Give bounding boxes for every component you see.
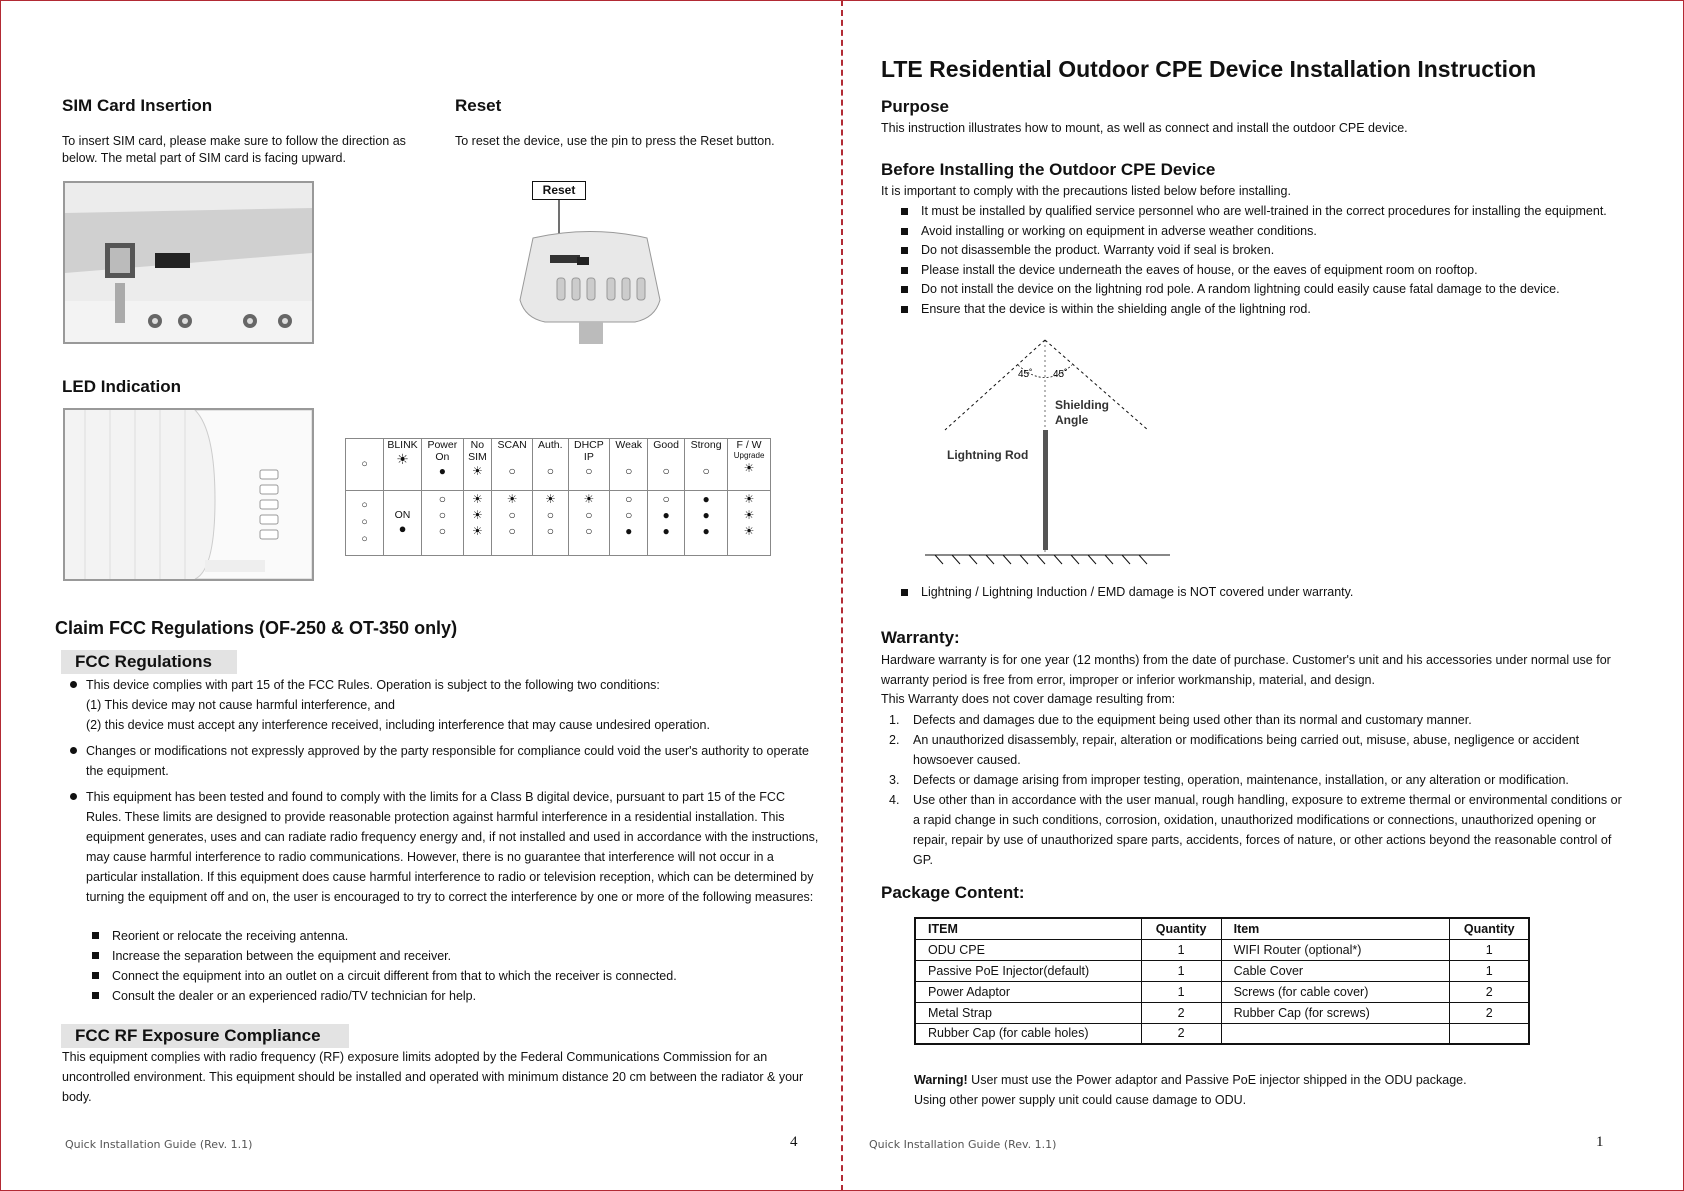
- list-item: Increase the separation between the equipment and receiver.: [62, 946, 822, 966]
- blink-label: BLINK: [387, 439, 418, 451]
- power-led-icon: ○: [361, 458, 368, 471]
- power-symbol-icon: ○: [361, 533, 368, 546]
- warning-label: Warning!: [914, 1073, 968, 1087]
- claim-fcc-title: Claim FCC Regulations (OF-250 & OT-350 only): [55, 618, 458, 638]
- led-header: Weak ○: [610, 439, 648, 491]
- reset-callout: Reset: [532, 181, 586, 200]
- list-item: Reorient or relocate the receiving antenna.: [62, 926, 822, 946]
- led-icons-column: [346, 490, 384, 555]
- fcc-rf-text: This equipment complies with radio frequency (RF) exposure limits adopted by the Federal Communications Commission for an uncontrolled environment. This equipment should be installed and operated with minimum distance 20 cm between the radiator & your body.: [62, 1050, 804, 1104]
- list-item: This equipment has been tested and found to comply with the limits for a Class B digital device, pursuant to part 15 of the FCC Rules. These limits are designed to provide reasonable protection against harmful interference in a residential installation. This equipment generates, uses and can radiate radio frequency energy and, if not installed and used in accordance with the instructions, may cause harmful interference to radio communications. However, there is no guarantee that interference will not occur in a particular installation. If this equipment does cause harmful interference to radio or television reception, which can be determined by turning the equipment off and on, the user is encouraged to try to correct the interference by one or more of the following measures:: [62, 787, 822, 907]
- left-footer: Quick Installation Guide (Rev. 1.1): [65, 1138, 253, 1151]
- list-item: Do not install the device on the lightning rod pole. A random lightning could easily cause fatal damage to the device.: [881, 280, 1661, 300]
- led-header: Auth. ○: [533, 439, 568, 491]
- led-header: SCAN ○: [492, 439, 533, 491]
- list-item: Connect the equipment into an outlet on a circuit different from that to which the receiver is connected.: [62, 966, 822, 986]
- list-item: Lightning / Lightning Induction / EMD damage is NOT covered under warranty.: [881, 583, 1661, 603]
- lightning-note-list: [881, 583, 1661, 603]
- table-row: Rubber Cap (for cable holes) 2: [915, 1023, 1529, 1044]
- list-item: 2. An unauthorized disassembly, repair, alteration or modifications being carried out, misuse, abuse, negligence or accident howsoever caused.: [889, 733, 1580, 767]
- warranty-text: Hardware warranty is for one year (12 months) from the date of purchase. Customer's unit and his accessories under normal use for warranty period is free from error, improper or inferior workmanship, material, and design.: [881, 653, 1611, 687]
- list-item: This device complies with part 15 of the FCC Rules. Operation is subject to the following two conditions: (1) This device may not cause harmful interference, and (2) this device must accept any interference received, including interference that may cause undesired operation.: [62, 675, 822, 735]
- list-item: Avoid installing or working on equipment in adverse weather conditions.: [881, 222, 1661, 242]
- list-item: Consult the dealer or an experienced radio/TV technician for help.: [62, 986, 822, 1006]
- right-page-number: 1: [1596, 1134, 1604, 1150]
- list-item: 3. Defects or damage arising from improper testing, operation, maintenance, installation, or any alteration or modification.: [889, 773, 1569, 787]
- warranty-exclusions-intro: This Warranty does not cover damage resulting from:: [881, 692, 1176, 706]
- lightning-rod-diagram: [920, 335, 1180, 570]
- angle-left-label: 45˚: [1018, 369, 1033, 380]
- led-header: F / W Upgrade ☀: [728, 439, 771, 491]
- warranty-exclusions-list: [881, 710, 1626, 870]
- sim-title: SIM Card Insertion: [62, 96, 213, 115]
- purpose-title: Purpose: [881, 97, 950, 116]
- blink-cell: [384, 439, 422, 491]
- led-header: DHCP IP ○: [568, 439, 610, 491]
- on-label: ON: [394, 509, 411, 522]
- precautions-list: [881, 202, 1661, 319]
- warranty-title: Warranty:: [881, 628, 960, 647]
- shielding-label-1: Shielding: [1055, 398, 1109, 412]
- page-divider: [841, 0, 843, 1191]
- right-footer: Quick Installation Guide (Rev. 1.1): [869, 1138, 1057, 1151]
- led-device-photo: [63, 408, 314, 581]
- signal-led-icon: ○: [361, 516, 368, 529]
- fcc-rf-band: FCC RF Exposure Compliance: [61, 1024, 349, 1048]
- reset-text: To reset the device, use the pin to press the Reset button.: [455, 134, 775, 148]
- on-cell: ON ●: [384, 490, 422, 555]
- link-led-icon: ○: [361, 499, 368, 512]
- led-indication-table: ○ BLINK ☀ Power On ● No SIM ☀ SCAN ○ Auth. ○ DHCP IP ○ Weak ○ Good ○ Strong ○ F / W Upgrade ☀ ○ ○ ○ ON ● ○ ○ ○ ☀ ☀ ☀ ☀ ○ ○ ☀ ○ ○ ☀ ○ ○ ○ ○ ● ○ ● ● ● ● ● ☀ ☀ ☀: [345, 438, 771, 556]
- left-page-number: 4: [790, 1134, 798, 1150]
- warning-note: Warning! User must use the Power adaptor and Passive PoE injector shipped in the ODU package. Using other power supply unit could cause damage to ODU.: [914, 1073, 1467, 1107]
- rod-label: Lightning Rod: [947, 448, 1029, 462]
- led-header: Strong ○: [685, 439, 728, 491]
- reset-title: Reset: [455, 96, 502, 115]
- list-item: Do not disassemble the product. Warranty void if seal is broken.: [881, 241, 1661, 261]
- sim-text: To insert SIM card, please make sure to follow the direction as below. The metal part of SIM card is facing upward.: [62, 134, 406, 165]
- list-item: It must be installed by qualified service personnel who are well-trained in the correct procedures for installing the equipment.: [881, 202, 1661, 222]
- list-item: 1. Defects and damages due to the equipment being used other than its normal and customary manner.: [889, 713, 1472, 727]
- table-header-row: ITEM Quantity Item Quantity: [915, 918, 1529, 939]
- led-header: Power On ●: [422, 439, 464, 491]
- fcc-rules-list: [62, 675, 822, 907]
- shielding-label-2: Angle: [1055, 413, 1089, 427]
- before-intro: It is important to comply with the precautions listed below before installing.: [881, 184, 1291, 198]
- list-item: Please install the device underneath the eaves of house, or the eaves of equipment room on rooftop.: [881, 261, 1661, 281]
- led-icon-cell: [346, 439, 384, 491]
- page-title: LTE Residential Outdoor CPE Device Installation Instruction: [881, 56, 1537, 82]
- table-row: Power Adaptor 1 Screws (for cable cover) 2: [915, 981, 1529, 1002]
- purpose-text: This instruction illustrates how to mount, as well as connect and install the outdoor CPE device.: [881, 121, 1408, 135]
- list-item: Changes or modifications not expressly approved by the party responsible for compliance could void the user's authority to operate the equipment.: [62, 741, 822, 781]
- fcc-measures-list: [62, 926, 822, 1006]
- list-item: Ensure that the device is within the shielding angle of the lightning rod.: [881, 300, 1661, 320]
- led-header: No SIM ☀: [463, 439, 491, 491]
- reset-device-illustration: [515, 200, 665, 348]
- package-title: Package Content:: [881, 883, 1025, 902]
- fcc-regulations-band: FCC Regulations: [61, 650, 237, 674]
- blink-sun-icon: ☀: [396, 451, 409, 467]
- package-content-table: [914, 917, 1530, 1045]
- table-row: Passive PoE Injector(default) 1 Cable Cover 1: [915, 960, 1529, 981]
- led-title: LED Indication: [62, 377, 181, 396]
- table-row: Metal Strap 2 Rubber Cap (for screws) 2: [915, 1002, 1529, 1023]
- before-title: Before Installing the Outdoor CPE Device: [881, 160, 1216, 179]
- sim-card-photo: [63, 181, 314, 344]
- angle-right-label: 45˚: [1053, 369, 1068, 380]
- led-header: Good ○: [648, 439, 685, 491]
- list-item: 4. Use other than in accordance with the user manual, rough handling, exposure to extreme thermal or environmental conditions or a rapid change in such conditions, corrosion, oxidation, unauthorized modifications or connections, unauthorized opening or repair, repair by use of unauthorized spare parts, accidents, forces of nature, or other actions beyond the reasonable control of GP.: [889, 793, 1622, 867]
- table-row: ODU CPE 1 WIFI Router (optional*) 1: [915, 939, 1529, 960]
